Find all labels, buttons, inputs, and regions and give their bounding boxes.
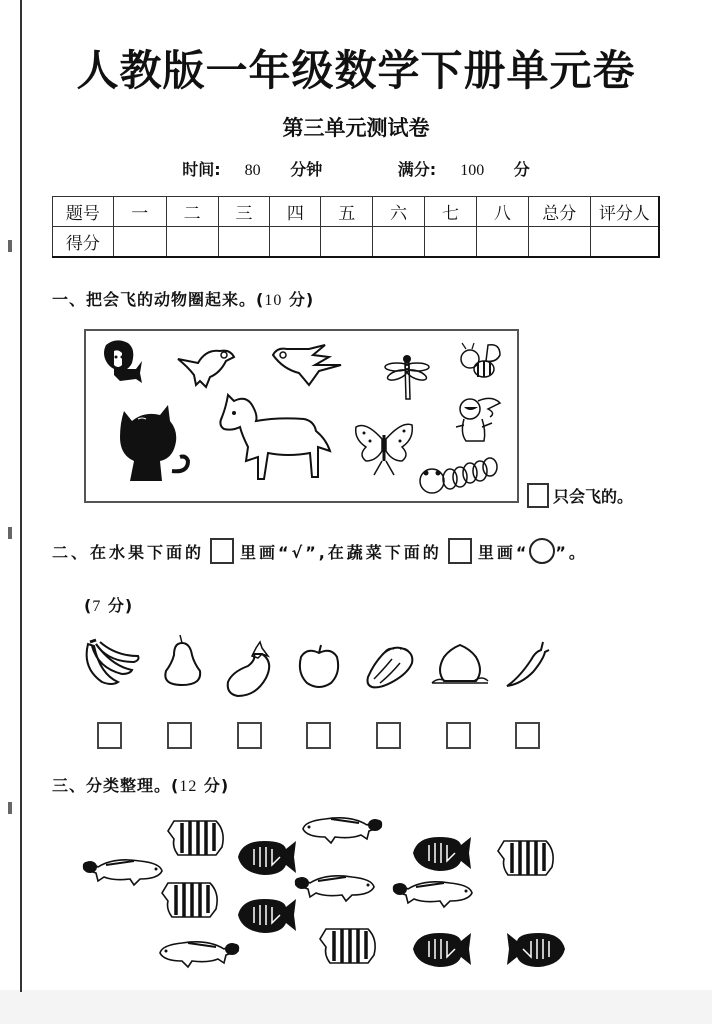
produce-answer-box[interactable] <box>237 722 262 749</box>
score-table-header-row <box>53 197 660 227</box>
col-header: 总分 <box>528 197 590 227</box>
score-cell[interactable] <box>476 227 528 258</box>
black-fish <box>507 933 565 967</box>
margin-mark <box>8 240 12 252</box>
answer-suffix: 只会飞的。 <box>553 487 634 506</box>
score-cell[interactable] <box>113 227 166 258</box>
score-cell[interactable] <box>321 227 373 258</box>
col-header: 三 <box>218 197 270 227</box>
score-cell[interactable] <box>590 227 659 258</box>
binding-margin-line <box>20 0 22 992</box>
caterpillar-picture[interactable] <box>418 455 500 499</box>
vegetable-box-symbol <box>448 538 472 564</box>
score-cell[interactable] <box>166 227 218 258</box>
fish-group <box>70 805 570 980</box>
produce-answer-box[interactable] <box>97 722 122 749</box>
plain-fish <box>303 818 382 843</box>
page-subtitle: 第三单元测试卷 <box>282 116 430 140</box>
produce-answer-box[interactable] <box>167 722 192 749</box>
fruit-box-symbol <box>210 538 234 564</box>
answer-box[interactable] <box>527 483 549 508</box>
swallow-picture[interactable] <box>269 343 345 389</box>
circle-symbol <box>529 538 555 564</box>
black-fish <box>238 841 296 875</box>
produce-answer-box[interactable] <box>376 722 401 749</box>
score-row-label: 得分 <box>53 227 114 258</box>
plain-fish <box>393 882 472 907</box>
col-header: 评分人 <box>590 197 659 227</box>
striped-fish <box>498 841 553 875</box>
exam-meta <box>0 157 712 180</box>
plain-fish <box>160 942 239 967</box>
striped-fish <box>320 929 375 963</box>
plain-fish <box>295 876 374 901</box>
apple-picture <box>297 643 343 691</box>
score-cell[interactable] <box>528 227 590 258</box>
score-cell[interactable] <box>218 227 270 258</box>
col-header: 二 <box>166 197 218 227</box>
striped-fish <box>168 821 223 855</box>
col-header: 一 <box>113 197 166 227</box>
eggplant-picture <box>226 638 276 700</box>
score-cell[interactable] <box>373 227 425 258</box>
cat-picture[interactable] <box>116 401 196 485</box>
pear-picture <box>160 633 206 689</box>
col-header: 四 <box>270 197 321 227</box>
dog-picture[interactable] <box>100 339 146 387</box>
animal-picture-box <box>84 329 519 503</box>
col-header: 五 <box>321 197 373 227</box>
peach-picture <box>430 643 490 689</box>
butterfly-picture[interactable] <box>354 421 414 479</box>
produce-answer-box[interactable] <box>515 722 540 749</box>
horse-picture[interactable] <box>218 391 338 485</box>
score-cell[interactable] <box>270 227 321 258</box>
rabbit-picture[interactable] <box>452 393 502 445</box>
question-2-heading: 二、在水果下面的 里画“√”,在蔬菜下面的 里画“ ”。 <box>52 538 588 564</box>
chili-pepper-picture <box>505 638 551 690</box>
margin-mark <box>8 527 12 539</box>
plain-fish <box>83 860 162 885</box>
black-fish <box>413 933 471 967</box>
black-fish <box>413 837 471 871</box>
dragonfly-picture[interactable] <box>383 353 431 403</box>
score-cell[interactable] <box>425 227 477 258</box>
page-title: 人教版一年级数学下册单元卷 <box>76 46 636 95</box>
striped-fish <box>162 883 217 917</box>
question-1-answer <box>527 483 633 508</box>
score-table <box>52 196 660 258</box>
question-1-heading: 一、把会飞的动物圈起来。(10 分) <box>52 290 315 309</box>
col-header: 六 <box>373 197 425 227</box>
score-table-score-row <box>53 227 660 258</box>
produce-answer-box[interactable] <box>446 722 471 749</box>
cabbage-picture <box>364 643 416 691</box>
question-2-points: (7 分) <box>84 596 134 615</box>
col-header: 七 <box>425 197 477 227</box>
score-info: 满分: 100 分 <box>397 160 530 179</box>
margin-mark <box>8 802 12 814</box>
black-fish <box>238 899 296 933</box>
bee-picture[interactable] <box>458 341 504 385</box>
col-header: 八 <box>476 197 528 227</box>
row-header-label: 题号 <box>53 197 114 227</box>
bird-picture[interactable] <box>176 343 236 389</box>
question-3-heading: 三、分类整理。(12 分) <box>52 776 230 795</box>
produce-answer-box[interactable] <box>306 722 331 749</box>
time-info: 时间: 80 分钟 <box>182 160 323 179</box>
banana-picture <box>82 638 142 688</box>
